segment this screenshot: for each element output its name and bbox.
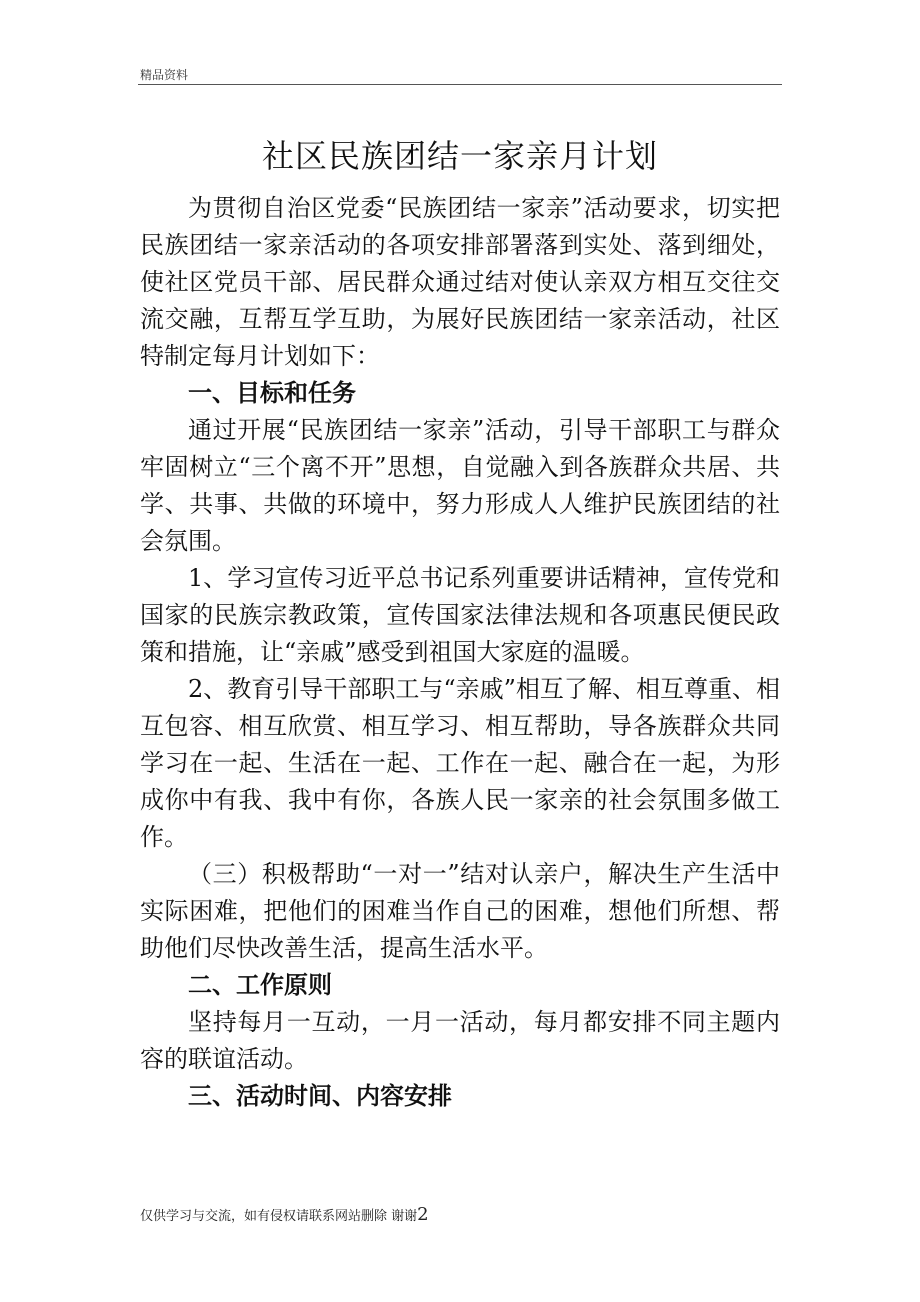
goals-item-1: 1、学习宣传习近平总书记系列重要讲话精神，宣传党和国家的民族宗教政策，宣传国家法律法规和各项惠民便民政策和措施，让“亲戚”感受到祖国大家庭的温暖。 <box>140 564 780 666</box>
document-body <box>140 190 780 1115</box>
page-footer <box>140 1204 429 1225</box>
header-label: 精品资料 <box>140 68 189 82</box>
goals-item-2: 2、教育引导干部职工与“亲戚”相互了解、相互尊重、相互包容、相互欣赏、相互学习、相互帮助，导各族群众共同学习在一起、生活在一起、工作在一起、融合在一起，为形成你中有我、我中有你，各族人民一家亲的社会氛围多做工作。 <box>140 675 780 851</box>
page-number: 2 <box>417 1204 429 1225</box>
section-heading-schedule: 三、活动时间、内容安排 <box>188 1082 452 1110</box>
header-divider <box>138 84 782 85</box>
footer-disclaimer: 仅供学习与交流，如有侵权请联系网站删除 谢谢 <box>140 1209 418 1224</box>
goals-item-3: （三）积极帮助“一对一”结对认亲户，解决生产生活中实际困难，把他们的困难当作自己的困难，想他们所想、帮助他们尽快改善生活，提高生活水平。 <box>140 860 780 962</box>
document-title: 社区民族团结一家亲月计划 <box>261 137 658 176</box>
section-heading-principles: 二、工作原则 <box>188 971 332 999</box>
principles-paragraph: 坚持每月一互动，一月一活动，每月都安排不同主题内容的联谊活动。 <box>140 1008 780 1073</box>
intro-paragraph: 为贯彻自治区党委“民族团结一家亲”活动要求，切实把民族团结一家亲活动的各项安排部署落到实处、落到细处，使社区党员干部、居民群众通过结对使认亲双方相互交往交流交融，互帮互学互助，为展好民族团结一家亲活动，社区特制定每月计划如下： <box>140 194 780 370</box>
goals-paragraph: 通过开展“民族团结一家亲”活动，引导干部职工与群众牢固树立“三个离不开”思想，自觉融入到各族群众共居、共学、共事、共做的环境中，努力形成人人维护民族团结的社会氛围。 <box>140 416 780 555</box>
section-heading-goals: 一、目标和任务 <box>188 379 356 407</box>
